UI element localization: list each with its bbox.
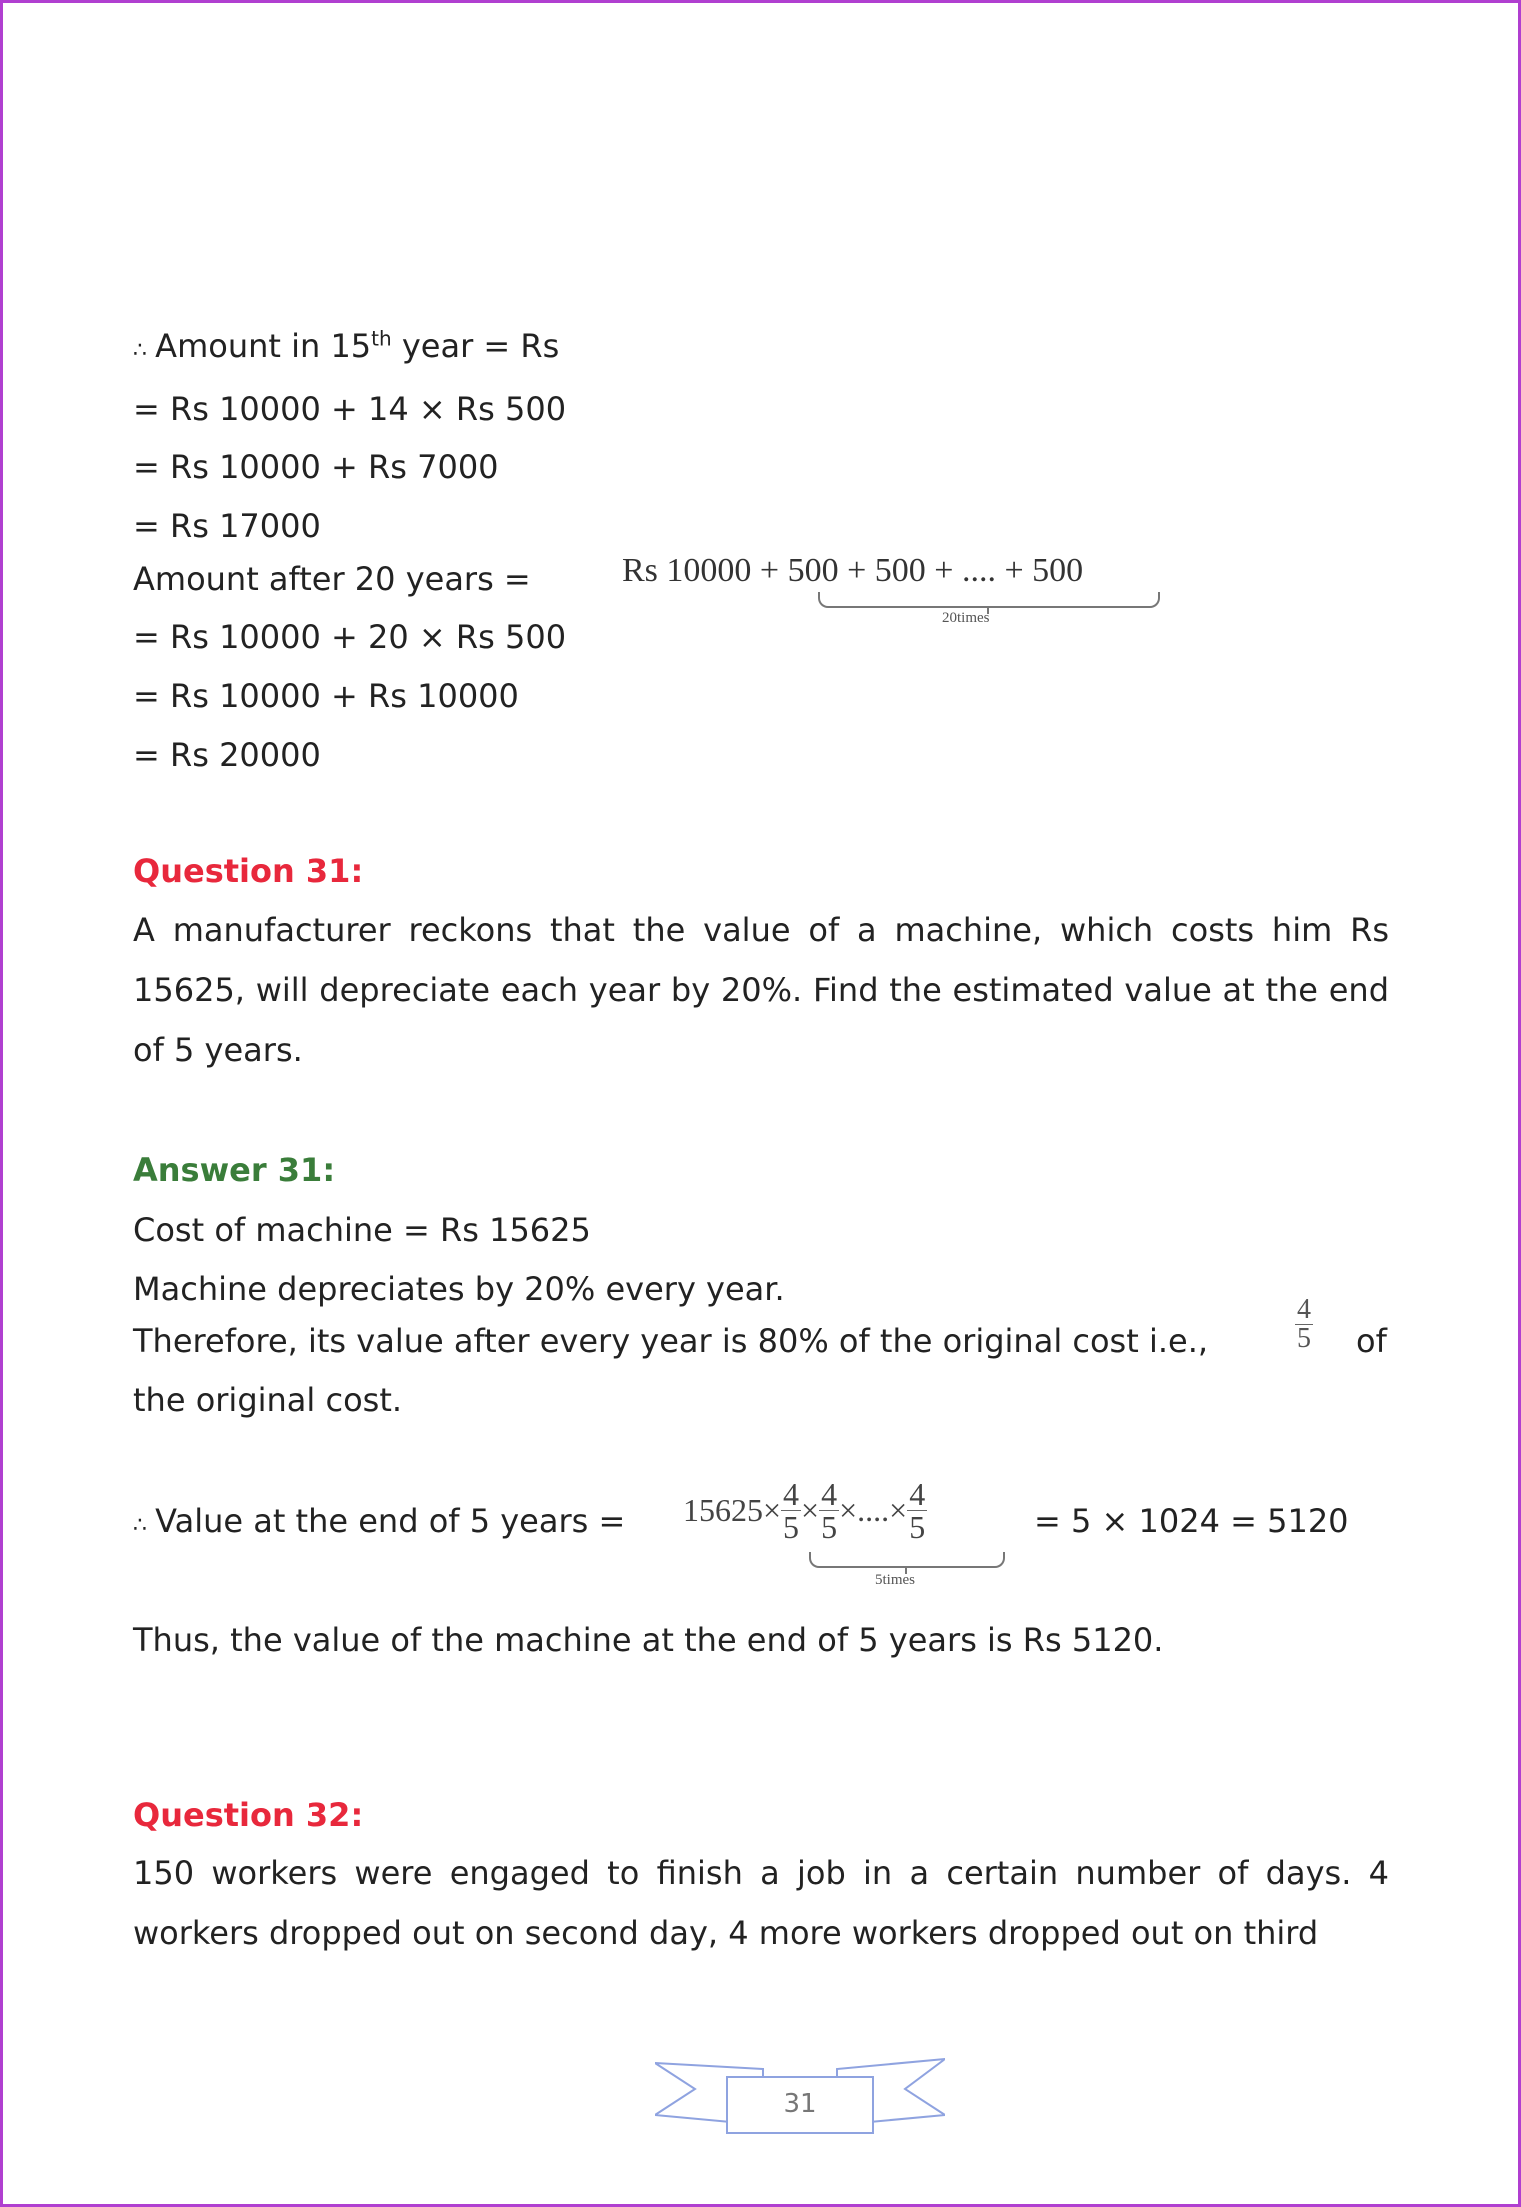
value-end-5-years-label: ∴ Value at the end of 5 years = [133, 1502, 626, 1540]
calc-line: = Rs 17000 [133, 507, 321, 545]
answer-line: the original cost. [133, 1381, 403, 1419]
page-number-ribbon [655, 2055, 945, 2135]
amount-15th-year-line: ∴ Amount in 15th year = Rs [133, 326, 560, 365]
formula-5-times: 15625× $\frac{4}{5}$ × $\frac{4}{5}$ ×....× $\frac{4}{5}$ 5times [683, 1478, 1013, 1598]
answer-line: Cost of machine = Rs 15625 [133, 1211, 591, 1249]
formula-result: = 5 × 1024 = 5120 [1034, 1502, 1349, 1540]
answer-conclusion: Thus, the value of the machine at the end of 5 years is Rs 5120. [133, 1621, 1164, 1659]
underbrace [809, 1552, 1005, 1568]
question-32-text: 150 workers were engaged to finish a job in a certain number of days. 4 workers dropped out on second day, 4 more workers dropped out on third [133, 1854, 1389, 1952]
question-31-heading: Question 31: [133, 852, 364, 890]
formula-20-times: Rs 10000 + 500 + 500 + .... + 500 20times [622, 552, 1162, 632]
underbrace-label: 20times [942, 610, 990, 626]
calc-line: = Rs 20000 [133, 736, 321, 774]
answer-line-of: of [1356, 1322, 1387, 1360]
question-31-text: A manufacturer reckons that the value of a machine, which costs him Rs 15625, will depreciate each year by 20%. Find the estimated value at the end of 5 years. [133, 911, 1389, 1069]
calc-line: = Rs 10000 + 20 × Rs 500 [133, 618, 567, 656]
therefore-symbol: ∴ [133, 338, 145, 363]
underbrace [818, 592, 1160, 608]
page-number: 31 [783, 2089, 817, 2119]
answer-line: Machine depreciates by 20% every year. [133, 1270, 785, 1308]
fraction-4-5: $\frac{4}{5}$ [1297, 1294, 1311, 1354]
answer-31-heading: Answer 31: [133, 1151, 336, 1189]
underbrace-label: 5times [875, 1572, 915, 1588]
calc-line: = Rs 10000 + 14 × Rs 500 [133, 390, 567, 428]
answer-line: Therefore, its value after every year is 80% of the original cost i.e., [133, 1322, 1209, 1360]
therefore-symbol: ∴ [133, 1513, 145, 1538]
calc-line: = Rs 10000 + Rs 10000 [133, 677, 519, 715]
calc-line: = Rs 10000 + Rs 7000 [133, 448, 499, 486]
amount-after-20-years-label: Amount after 20 years = [133, 560, 531, 598]
question-32-heading: Question 32: [133, 1796, 364, 1834]
